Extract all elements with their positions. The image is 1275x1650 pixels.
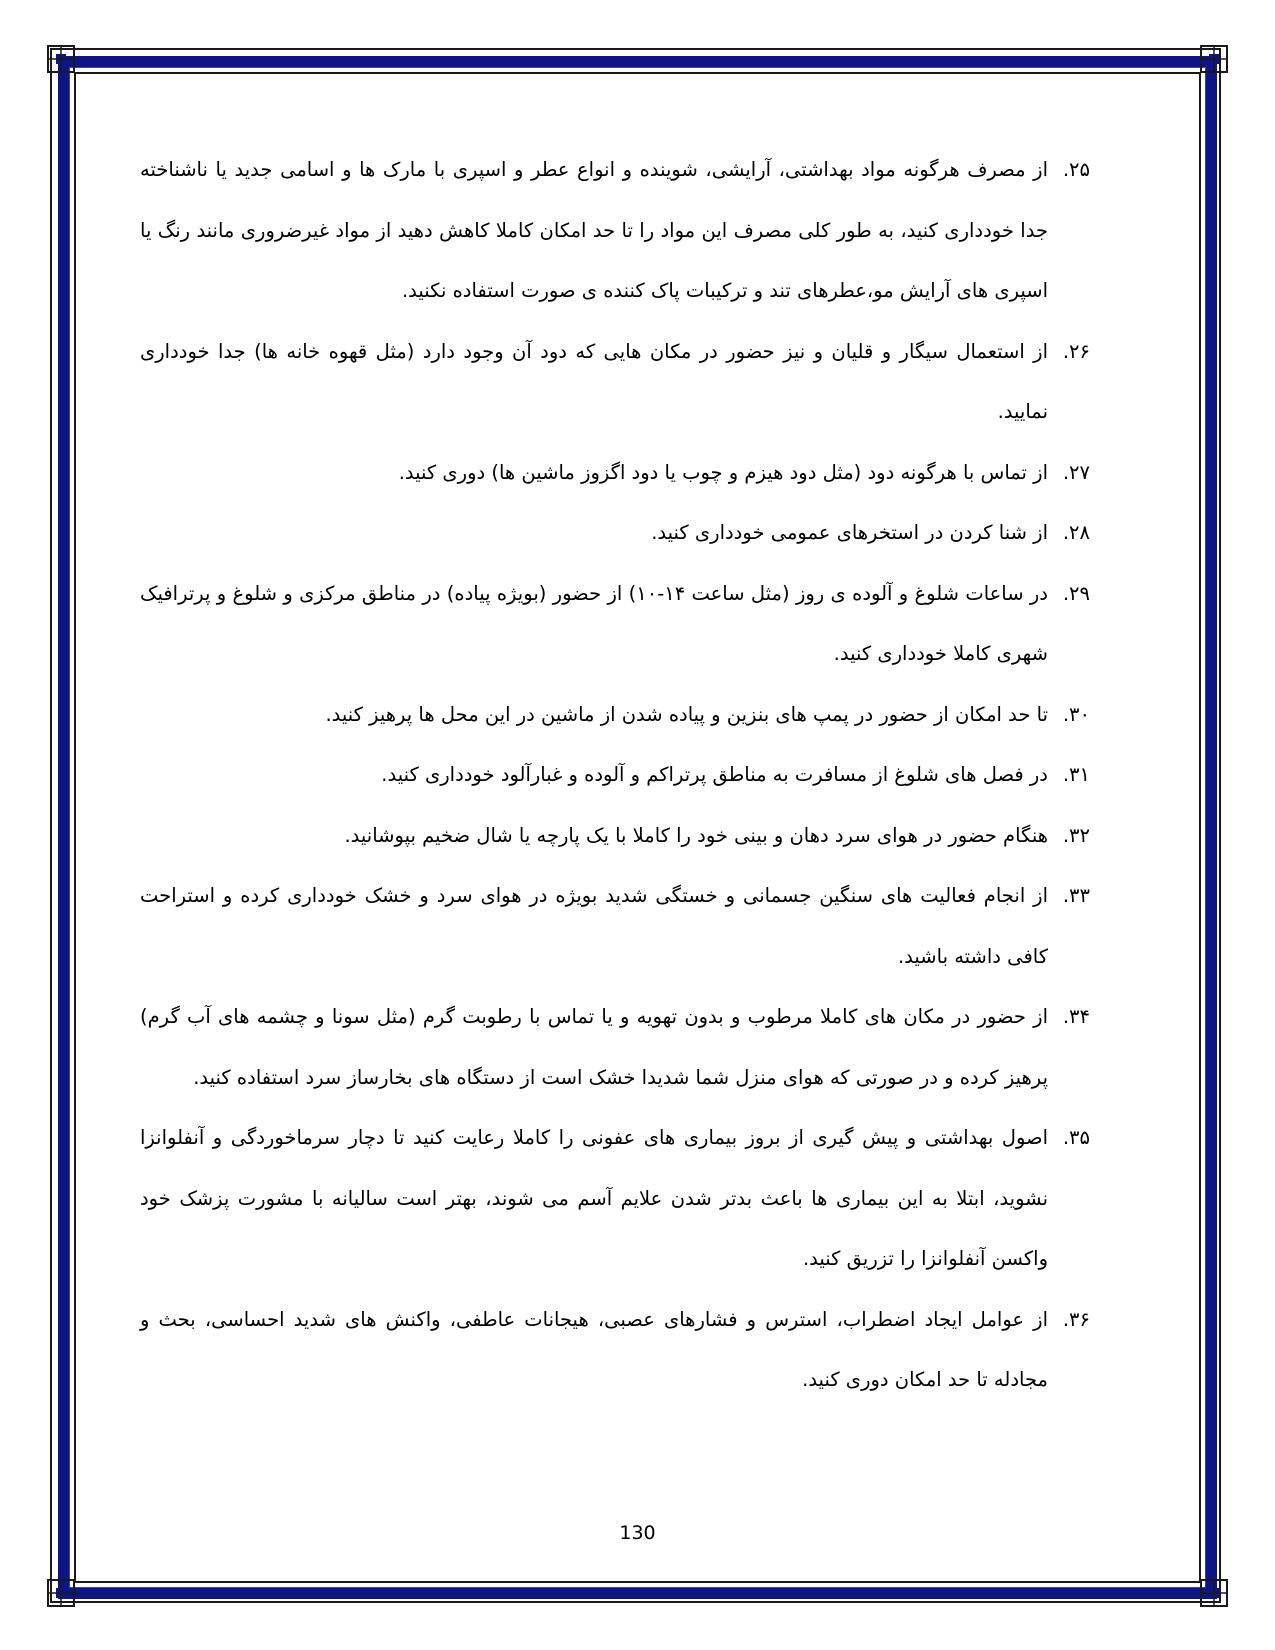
- list-item: [140, 1108, 1090, 1290]
- page-number: 130: [619, 1522, 656, 1544]
- item-text: از شنا کردن در استخرهای عمومی خودداری کنید.: [651, 521, 1048, 544]
- item-text: از عوامل ایجاد اضطراب، استرس و فشارهای عصبی، هیجانات عاطفی، واکنش های شدید احساسی، بحث و مجادله تا حد امکان دوری کنید.: [140, 1307, 1048, 1391]
- item-text: در ساعات شلوغ و آلوده ی روز (مثل ساعت ۱۴-۱۰) از حضور (بویژه پیاده) در مناطق مرکزی و شلوغ و پرترافیک شهری کاملا خودداری کنید.: [140, 581, 1048, 665]
- list-item: [140, 987, 1090, 1108]
- item-number: ۲۹.: [1062, 581, 1090, 605]
- item-number: ۲۸.: [1062, 521, 1090, 544]
- corner-ornament-bottom-right: [1199, 1578, 1229, 1608]
- item-text: از استعمال سیگار و قلیان و نیز حضور در مکان هایی که دود آن وجود دارد (مثل قهوه خانه ها) جدا خودداری نمایید.: [140, 339, 1048, 423]
- item-number: ۳۲.: [1062, 823, 1090, 847]
- list-item: [140, 564, 1090, 685]
- item-number: ۳۴.: [1062, 1005, 1090, 1028]
- corner-ornament-top-right: [1199, 44, 1229, 74]
- item-number: ۲۶.: [1062, 339, 1090, 363]
- item-text: از حضور در مکان های کاملا مرطوب و بدون تهویه و یا تماس با رطوبت گرم (مثل سونا و چشمه های آب گرم) پرهیز کرده و در صورتی که هوای منزل شما شدیدا خشک است از دستگاه های بخارساز سرد استفاده کنید.: [140, 1005, 1048, 1089]
- corner-ornament-bottom-left: [46, 1578, 76, 1608]
- list-item: [140, 443, 1090, 504]
- list-item: [140, 140, 1090, 322]
- item-number: ۳۵.: [1062, 1126, 1090, 1149]
- item-number: ۳۱.: [1062, 763, 1090, 786]
- item-text: از مصرف هرگونه مواد بهداشتی، آرایشی، شوینده و انواع عطر و اسپری با مارک ها و اسامی جدید یا ناشناخته جدا خودداری کنید، به طور کلی مصرف این مواد را تا حد امکان کاملا کاهش دهید از مواد غیرضروری مانند رنگ یا اسپری های آرایش مو،عطرهای تند و ترکیبات پاک کننده ی صورت استفاده نکنید.: [140, 158, 1048, 302]
- list-item: [140, 866, 1090, 987]
- item-text: اصول بهداشتی و پیش گیری از بروز بیماری های عفونی را کاملا رعایت کنید تا دچار سرماخوردگی و آنفلوانزا نشوید، ابتلا به این بیماری ها باعث بدتر شدن علایم آسم می شوند، بهتر است سالیانه با مشورت پزشک خود واکسن آنفلوانزا را تزریق کنید.: [140, 1126, 1048, 1270]
- item-number: ۳۰.: [1062, 702, 1090, 726]
- corner-ornament-top-left: [46, 44, 76, 74]
- item-text: هنگام حضور در هوای سرد دهان و بینی خود را کاملا با یک پارچه یا شال ضخیم بپوشانید.: [344, 823, 1048, 847]
- item-number: ۳۶.: [1062, 1307, 1090, 1331]
- item-number: ۲۵.: [1062, 158, 1090, 181]
- list-item: [140, 322, 1090, 443]
- numbered-list: [140, 140, 1090, 1411]
- list-item: [140, 806, 1090, 867]
- item-text: تا حد امکان از حضور در پمپ های بنزین و پیاده شدن از ماشین در این محل ها پرهیز کنید.: [325, 702, 1048, 726]
- list-item: [140, 685, 1090, 746]
- item-text: از انجام فعالیت های سنگین جسمانی و خستگی شدید بویژه در هوای سرد و خشک خودداری کرده و استراحت کافی داشته باشید.: [140, 884, 1048, 968]
- item-text: از تماس با هرگونه دود (مثل دود هیزم و چوب یا دود اگزوز ماشین ها) دوری کنید.: [398, 460, 1048, 484]
- list-item: [140, 745, 1090, 806]
- item-number: ۳۳.: [1062, 884, 1090, 907]
- list-item: [140, 1290, 1090, 1411]
- list-item: [140, 503, 1090, 564]
- item-number: ۲۷.: [1062, 460, 1090, 484]
- item-text: در فصل های شلوغ از مسافرت به مناطق پرتراکم و آلوده و غبارآلود خودداری کنید.: [381, 763, 1048, 786]
